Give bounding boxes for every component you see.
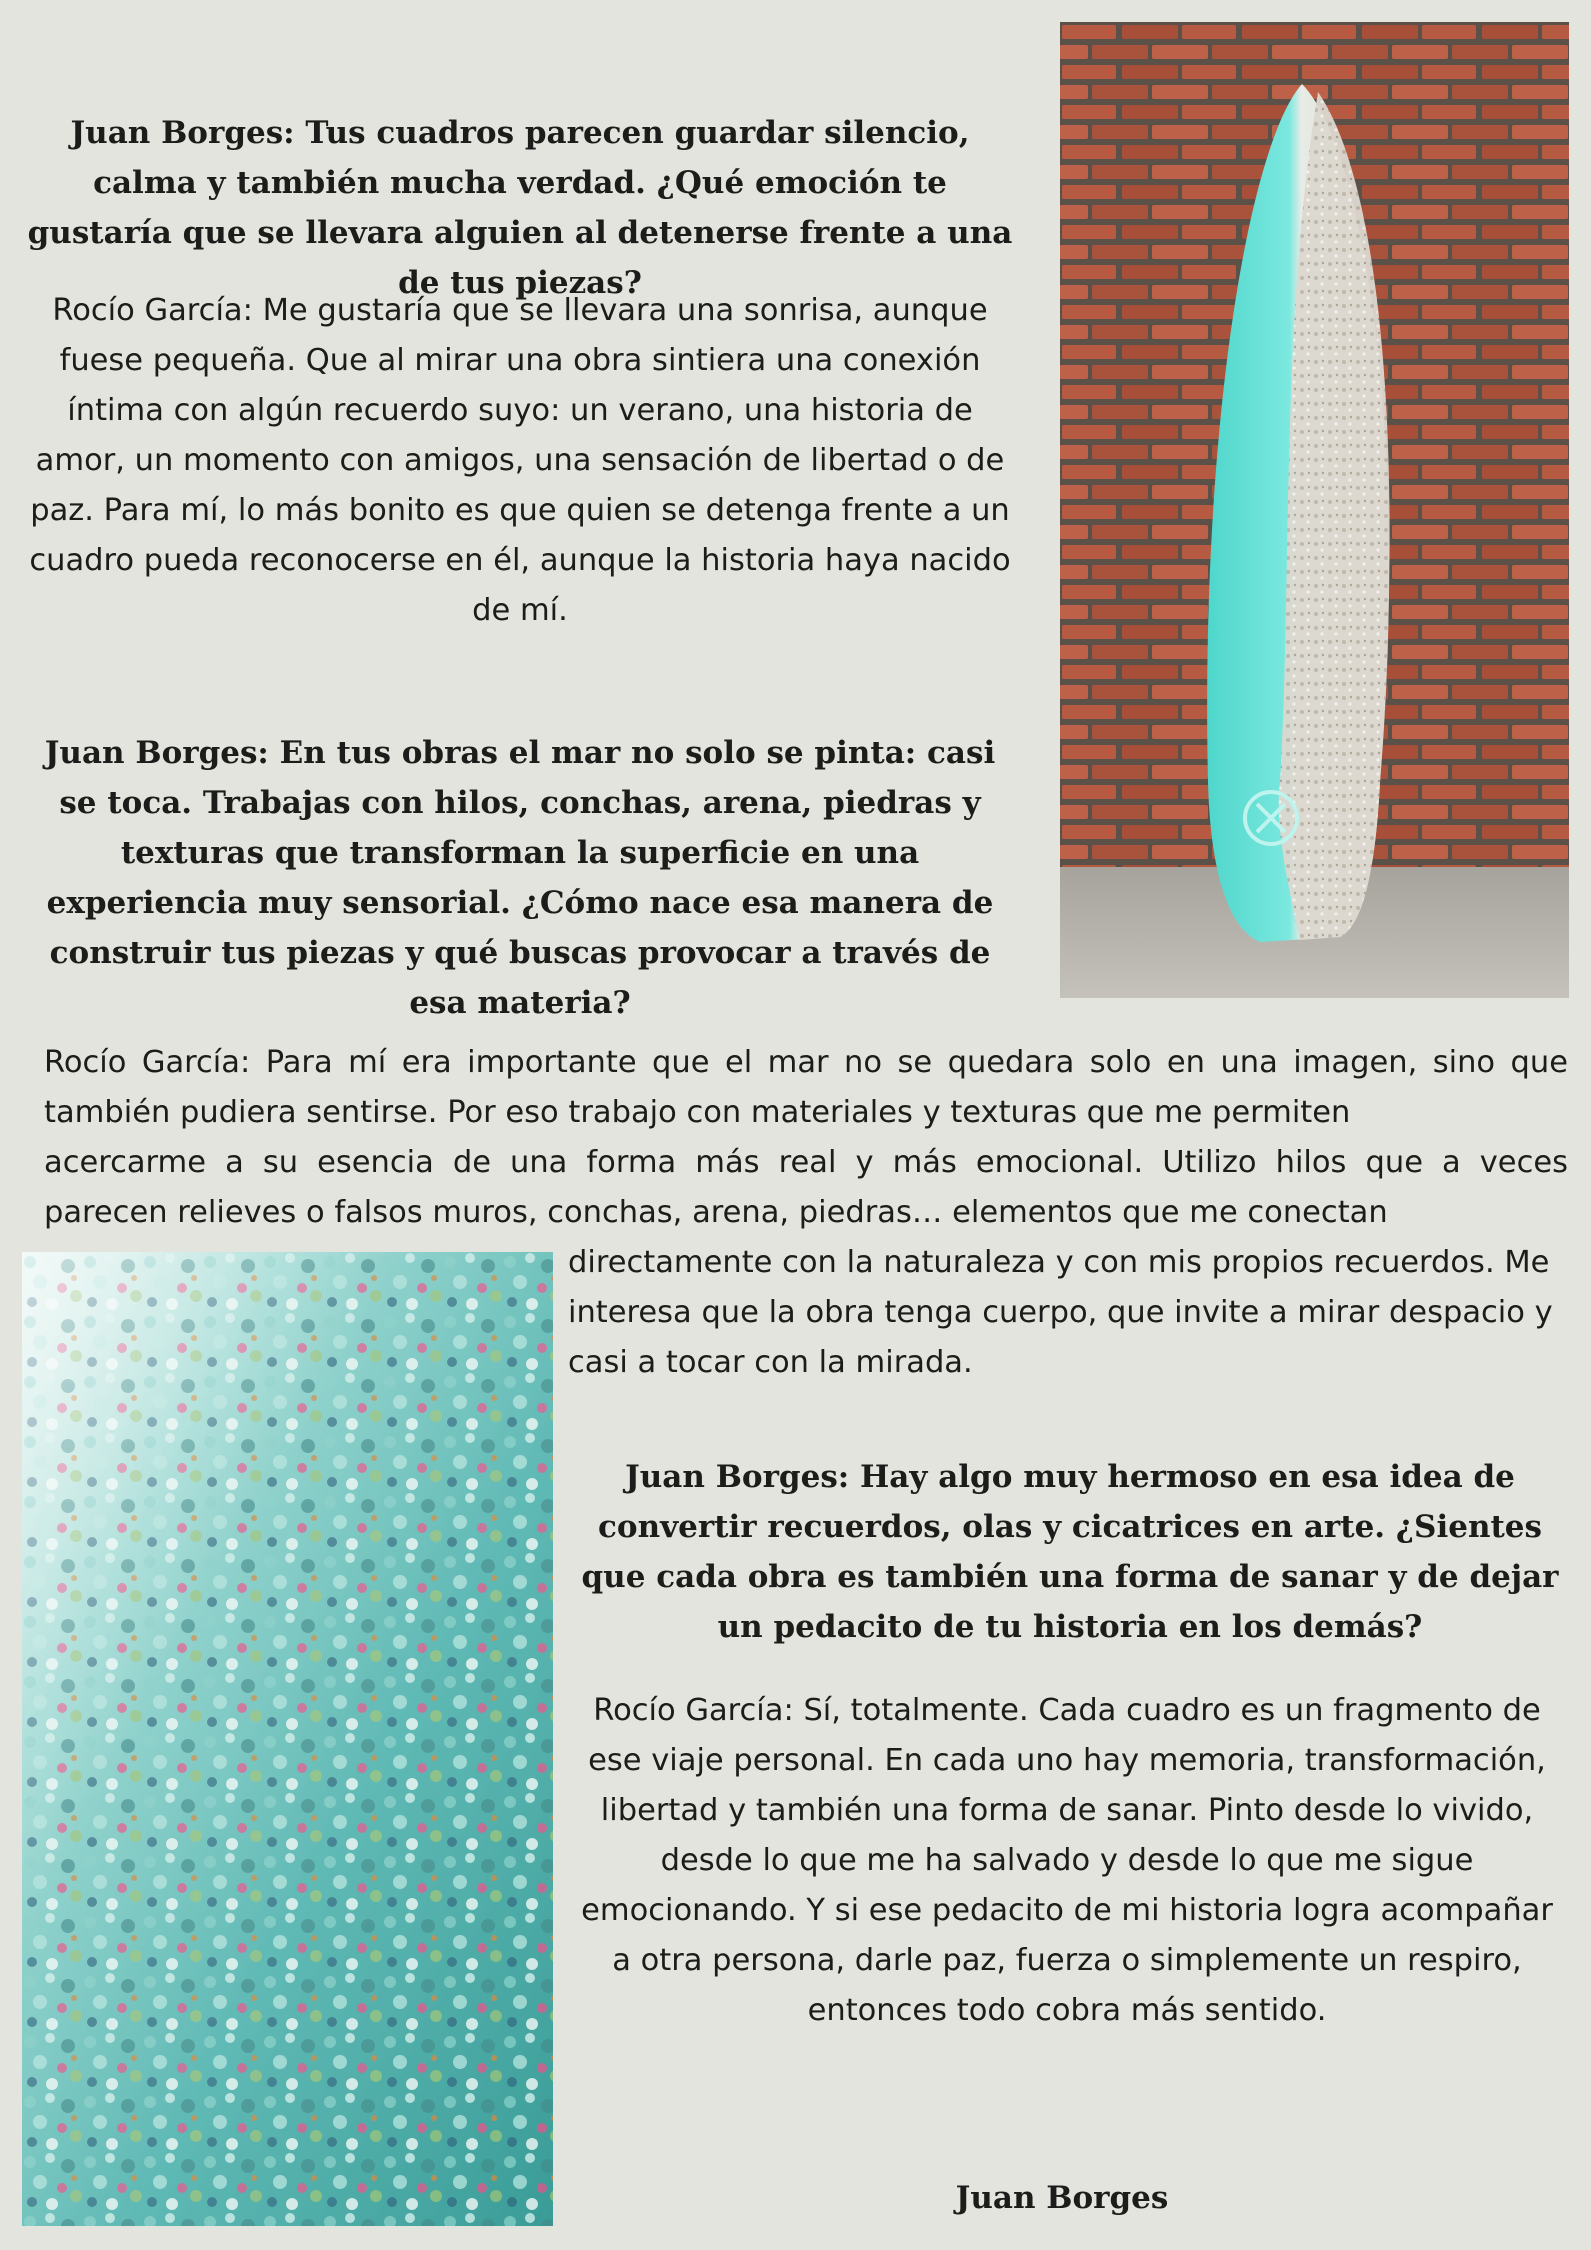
answer-line: acercarme a su esencia de una forma más real y más emocional. Utilizo hilos que a veces [44, 1145, 1568, 1180]
interview-question-materials: Juan Borges: En tus obras el mar no solo se pinta: casi se toca. Trabajas con hilos, conchas, arena, piedras y texturas que transforman la superficie en una experiencia muy sensorial. ¿Cómo nace esa manera de construir tus piezas y qué buscas provocar a través de esa materia? [44, 735, 996, 1021]
answer-line: también pudiera sentirse. Por eso trabajo con materiales y texturas que me permiten [44, 1095, 1351, 1130]
interview-answer-healing: Rocío García: Sí, totalmente. Cada cuadro es un fragmento de ese viaje personal. En cada uno hay memoria, transformación, libertad y también una forma de sanar. Pinto desde lo vivido, desde lo que me ha salvado y desde lo que me sigue emocionando. Y si ese pedacito de mi historia logra acompañar a otra persona, darle paz, fuerza o simplemente un respiro, entonces todo cobra más sentido. [581, 1693, 1553, 2028]
interview-answer-materials-continuation: directamente con la naturaleza y con mis propios recuerdos. Me interesa que la obra tenga cuerpo, que invite a mirar despacio y casi a tocar con la mirada. [568, 1245, 1553, 1380]
interview-answer-materials [44, 1038, 1568, 1238]
textured-sea-artwork-photo [22, 1252, 553, 2226]
interview-question-healing: Juan Borges: Hay algo muy hermoso en esa idea de convertir recuerdos, olas y cicatrices en arte. ¿Sientes que cada obra es también una forma de sanar y de dejar un pedacito de tu historia en los demás? [581, 1459, 1559, 1645]
author-signature: Juan Borges [955, 2180, 1169, 2216]
answer-line: parecen relieves o falsos muros, conchas, arena, piedras… elementos que me conectan [44, 1195, 1388, 1230]
interview-question-emotion: Juan Borges: Tus cuadros parecen guardar silencio, calma y también mucha verdad. ¿Qué emoción te gustaría que se llevara alguien al detenerse frente a una de tus piezas? [27, 115, 1013, 301]
answer-line: Rocío García: Para mí era importante que el mar no se quedara solo en una imagen, sino que [44, 1045, 1568, 1080]
surfboard-artwork-photo [1060, 22, 1569, 998]
interview-answer-emotion: Rocío García: Me gustaría que se llevara una sonrisa, aunque fuese pequeña. Que al mirar una obra sintiera una conexión íntima con algún recuerdo suyo: un verano, una historia de amor, un momento con amigos, una sensación de libertad o de paz. Para mí, lo más bonito es que quien se detenga frente a un cuadro pueda reconocerse en él, aunque la historia haya nacido de mí. [29, 293, 1011, 628]
